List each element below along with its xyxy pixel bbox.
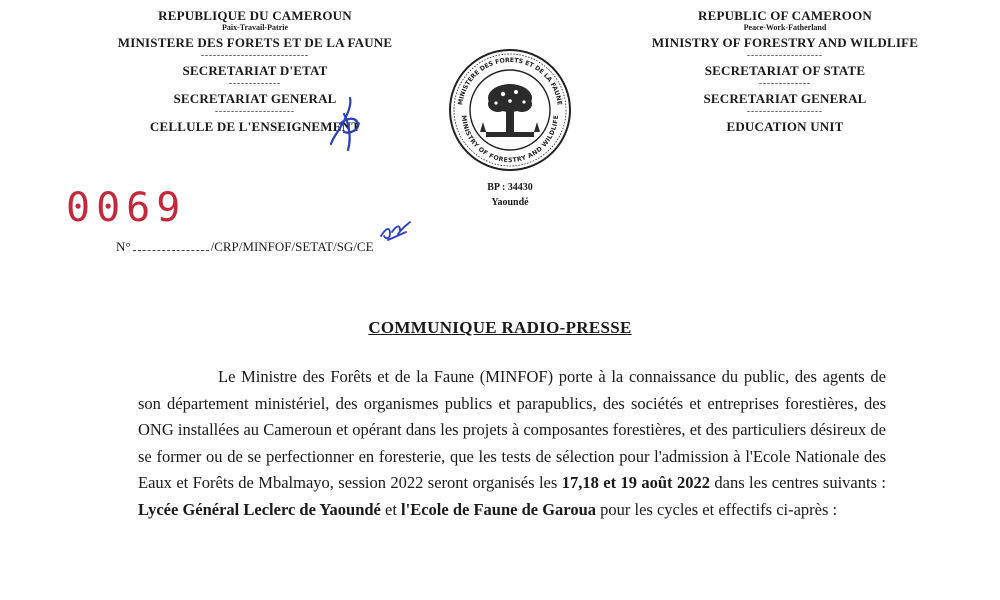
divider: -------------	[759, 78, 811, 88]
reference-suffix: /CRP/MINFOF/SETAT/SG/CE	[210, 239, 374, 254]
divider: -------------------	[747, 106, 823, 116]
seal-text-top: MINISTERE DES FORETS ET DE LA FAUNE	[457, 56, 563, 106]
motto-fr: Paix-Travail-Patrie	[221, 23, 289, 32]
reference-blank	[133, 250, 209, 251]
ministry-en: MINISTRY OF FORESTRY AND WILDLIFE	[651, 35, 919, 50]
initials-signature-icon	[326, 96, 366, 152]
reference-line	[116, 239, 374, 255]
document-title: COMMUNIQUE RADIO-PRESSE	[368, 318, 632, 337]
secretariat-general-en: SECRETARIAT GENERAL	[703, 91, 867, 106]
ministry-fr: MINISTERE DES FORETS ET DE LA FAUNE	[117, 35, 393, 50]
registration-number-stamp: 0069	[66, 185, 187, 231]
motto-en: Peace-Work-Fatherland	[743, 23, 827, 32]
secretariat-state-fr: SECRETARIAT D'ETAT	[182, 63, 328, 78]
body-part-2: dans les centres suivants :	[709, 473, 886, 492]
divider: -------------	[229, 78, 281, 88]
unit-fr: CELLULE DE L'ENSEIGNEMENT	[149, 119, 361, 134]
secretariat-general-fr: SECRETARIAT GENERAL	[173, 91, 337, 106]
header-left	[90, 8, 420, 134]
ministry-seal-icon	[448, 48, 572, 172]
exam-center-1: Lycée Général Leclerc de Yaoundé	[138, 499, 381, 519]
divider: --------------------	[215, 106, 295, 116]
body-paragraph	[138, 364, 886, 523]
country-fr: REPUBLIQUE DU CAMEROUN	[158, 8, 352, 23]
secretariat-state-en: SECRETARIAT OF STATE	[704, 63, 866, 78]
initials-mark-icon	[378, 220, 412, 244]
body-part-1: Le Ministre des Forêts et de la Faune (MINFOF) porte à la connaissance du public, des agents de son département ministériel, des organismes publics et parapublics, des sociétés et entreprises forestières, des ONG installées au Cameroun et opérant dans les projets à composantes forestières, et des particuliers désireux de se former ou de se perfectionner en foresterie, que les tests de sélection pour l'admission à l'Ecole Nationale des Eaux et Forêts de Mbalmayo, session 2022 seront organisés les	[138, 367, 886, 492]
country-en: REPUBLIC OF CAMEROON	[698, 8, 872, 23]
body-part-3: et	[380, 499, 402, 519]
reference-prefix: N°	[116, 239, 131, 254]
header-right	[630, 8, 940, 134]
city: Yaoundé	[491, 197, 529, 208]
po-box: BP : 34430	[487, 182, 533, 193]
address-block	[460, 180, 560, 210]
seal-text-bottom: MINISTRY OF FORESTRY AND WILDLIFE	[459, 114, 561, 165]
body-part-4: pour les cycles et effectifs ci-après :	[596, 499, 838, 519]
divider: ---------------------------	[201, 50, 309, 60]
unit-en: EDUCATION UNIT	[726, 119, 844, 134]
exam-dates: 17,18 et 19 août 2022	[561, 473, 710, 492]
exam-center-2: l'Ecole de Faune de Garoua	[401, 499, 596, 519]
divider: -------------------	[747, 50, 823, 60]
